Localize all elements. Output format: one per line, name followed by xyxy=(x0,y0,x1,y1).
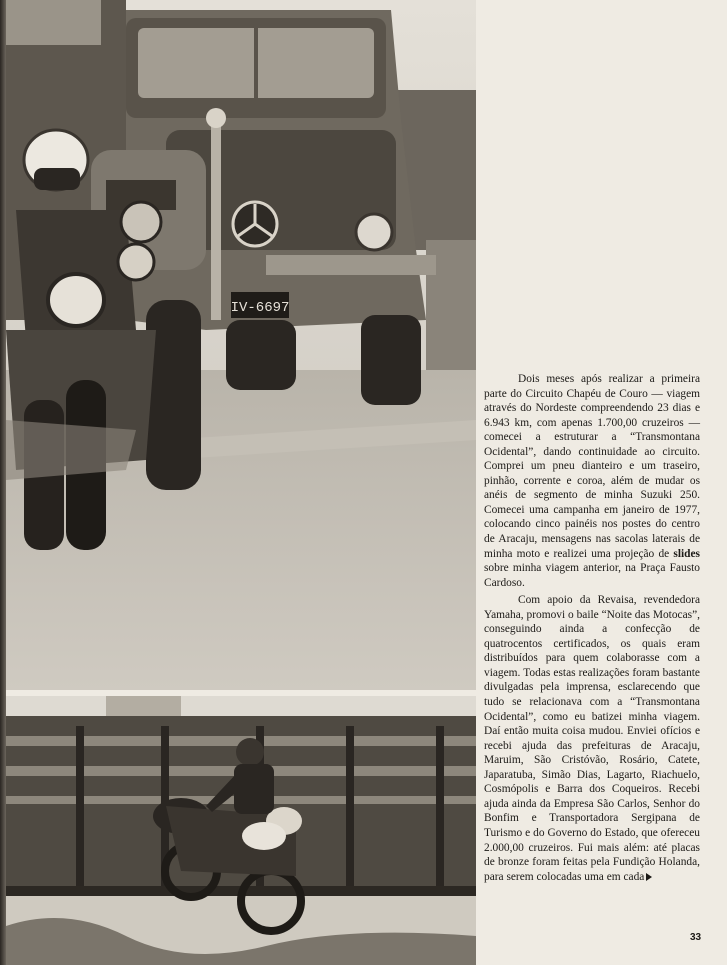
article-paragraph-1 xyxy=(484,372,700,590)
continue-arrow-icon xyxy=(646,873,652,881)
article-paragraph-2-text: Com apoio da Revaisa, revendedora Yamaha, promovi o baile “Noite das Motocas”, conseguindo ainda a confecção de quatrocentos certificados, os quais eram distribuídos para quem colaborasse com a viagem. Todas estas realizações foram bastante divulgadas pela imprensa, esclarecendo que tudo se relacionava com a “Transmontana Ocidental”, como eu batizei minha viagem. Daí então muita coisa mudou. Enviei ofícios e recebi ajuda das prefeituras de Aracaju, Maruim, São Cristóvão, Rosário, Catete, Japaratuba, Simão Dias, Lagarto, Riachuelo, Cosmópolis e Barra dos Coqueiros. Recebi ajuda ainda da Empresa São Carlos, Senhor do Bonfim e Transportadora Sergipana de Turismo e do Governo do Estado, que ofereceu 2.000,00 cruzeiros. Fui mais além: até placas de bronze foram feitas pela Fundição Holanda, para serem colocadas uma em cada xyxy=(484,594,700,883)
photo-truck-motorcycle-image xyxy=(6,0,476,690)
photo-rider-train xyxy=(6,696,476,965)
article-paragraph-1-text: Dois meses após realizar a primeira parte do Circuito Chapéu de Couro — viagem através do Nordeste compreendendo 23 dias e 6.943 km, com apenas 1.700,00 cruzeiros — comecei a estruturar a “Transmontana Ocidental”, dando continuidade ao circuito. Comprei um pneu dianteiro e um traseiro, pinhão, corrente e coroa, além de mudar os anéis de segmento de minha Suzuki 250. Comecei uma campanha em janeiro de 1977, colocando cinco painéis nos postes do centro de Aracaju, mensagens nas sacolas laterais de minha moto e realizei uma projeção de xyxy=(484,373,700,560)
page-number: 33 xyxy=(690,932,702,943)
article-paragraph-1-end: sobre minha viagem anterior, na Praça Fausto Cardoso. xyxy=(484,562,700,589)
article-text-column xyxy=(484,372,700,887)
license-plate: IV-6697 xyxy=(230,300,290,316)
photo-rider-train-image xyxy=(6,696,476,965)
article-emphasis-slides: slides xyxy=(673,547,700,560)
photo-truck-motorcycle xyxy=(6,0,476,690)
article-paragraph-2 xyxy=(484,593,700,884)
